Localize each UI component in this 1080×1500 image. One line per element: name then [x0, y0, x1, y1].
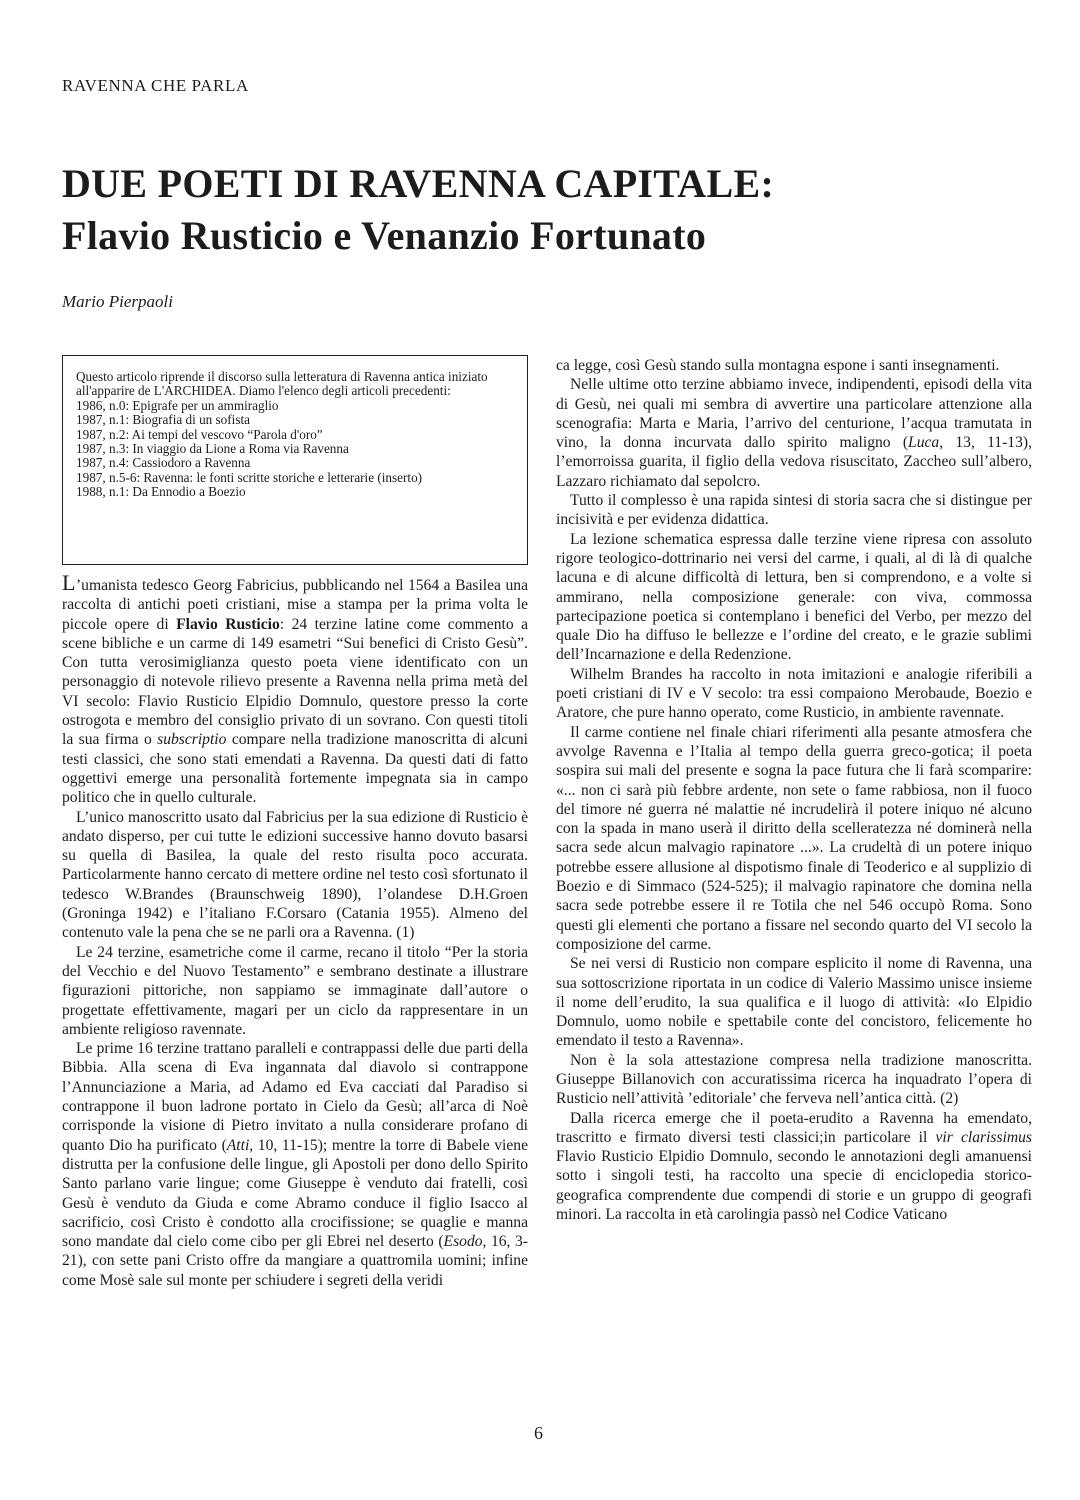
list-item: 1987, n.2: Ai tempi del vescovo “Parola d'oro”	[76, 426, 323, 442]
text-run: Flavio Rusticio Elpidio Domnulo, secondo le annotazioni degli amanuensi sotto i singoli testi, ha raccolto una specie di enciclopedia storico-geografica comprendente due compendi di storie e un gruppo di geografi minori. La raccolta in età carolingia passò nel Codice Vaticano	[556, 1148, 1032, 1224]
drop-cap: L	[62, 570, 76, 595]
text-run: Le prime 16 terzine trattano paralleli e contrappassi delle due parti della Bibbia. Alla scena di Eva ingannata dal diavolo si contrappone l’Annunciazione a Maria, ad Adamo ed Eva cacciati dal Paradiso si contrappone il buon ladrone portato in Cielo da Gesù; all’arca di Noè corrisponde la visione di Pietro invitato a nulla considerare profano di quanto Dio ha purificato (	[62, 1040, 528, 1154]
previous-articles-box	[62, 355, 528, 565]
list-item: 1987, n.5-6: Ravenna: le fonti scritte storiche e letterarie (inserto)	[76, 469, 423, 485]
paragraph: ca legge, così Gesù stando sulla montagna espone i santi insegnamenti.	[556, 357, 1000, 374]
list-item: 1986, n.0: Epigrafe per un ammiraglio	[76, 397, 279, 413]
paragraph: Il carme contiene nel finale chiari riferimenti alla pesante atmosfera che avvolge Ravenna e l’Italia al tempo della guerra greco-gotica; il poeta sospira sui mali del presente e sogna la pace futura che li farà scomparire: «... non ci sarà più febbre ardente, non sete o fame rabbiosa, non il fuoco del timore né guerra né malattie né incrudelirà il potere iniquo né alcuno con la spada in mano userà il diritto della scelleratezza né dominerà nella sacra sede alcun malvagio rapinatore ...». La crudeltà di un potere iniquo potrebbe essere allusione al dispotismo finale di Teoderico e al supplizio di Boezio e di Simmaco (524-525); il malvagio rapinatore che domina nella sacra sede potrebbe essere il re Totila che nel 546 occupò Roma. Sono questi gli elementi che portano a fissare nel secondo quarto del VI secolo la composizione del carme.	[556, 723, 1032, 953]
right-column	[556, 356, 1032, 1224]
text-run: , 16, 3-21), con sette pani Cristo offre da mangiare a quattromila uomini; infine come Mosè sale sul monte per schiudere i segreti della veridi	[62, 1233, 528, 1289]
text-run: compare nella tradizione manoscritta di alcuni testi classici, che sono stati emendati a Ravenna. Da questi dati di fatto oggettivi emerge una personalità fortemente impegnata sia in campo politico che in quello culturale.	[62, 731, 529, 807]
italic-term: vir clarissimus	[935, 1128, 1032, 1146]
paragraph: La lezione schematica espressa dalle terzine viene ripresa con assoluto rigore teologico-dottrinario nei versi del carme, i quali, al di là di qualche lacuna e di alcune difficoltà di lettura, ben si comprendono, e a volte si ammirano, nella composizione generale: con viva, commossa partecipazione poetica si contemplano i benefici del Verbo, per mezzo del quale Dio ha diffuso le bellezze e l’ordine del creato, e le grazie sublimi dell’Incarnazione e della Redenzione.	[556, 530, 1032, 664]
paragraph	[62, 570, 529, 808]
paragraph: Le 24 terzine, esametriche come il carme, recano il titolo “Per la storia del Vecchio e del Nuovo Testamento” e sembrano destinate a illustrare figurazioni pittoriche, non sappiamo se immaginate dall’autore o progettate effettivamente, magari per un ciclo da rappresentare in un ambiente religioso ravennate.	[62, 943, 528, 1038]
list-item: 1988, n.1: Da Ennodio a Boezio	[76, 484, 246, 500]
bold-name: Flavio Rusticio	[176, 615, 280, 633]
paragraph: Tutto il complesso è una rapida sintesi di storia sacra che si distingue per incisività e per evidenza didattica.	[556, 492, 1032, 529]
text-run: , 13, 11-13), l’emorroissa guarita, il figlio della vedova risuscitato, Zaccheo sull’albero, Lazzaro richiamato dal sepolcro.	[556, 434, 1032, 490]
paragraph	[556, 375, 1032, 491]
section-label: RAVENNA CHE PARLA	[62, 76, 249, 95]
text-run: ’umanista tedesco Georg Fabricius, pubblicando nel 1564 a Basilea una raccolta di antichi poeti cristiani, mise a stampa per la prima volta le piccole opere di	[62, 577, 528, 633]
paragraph: Wilhelm Brandes ha raccolto in nota imitazioni e analogie riferibili a poeti cristiani di IV e V secolo: tra essi compaiono Merobaude, Boezio e Aratore, che pure hanno operato, come Rusticio, in ambiente ravennate.	[556, 665, 1032, 722]
article-title	[62, 158, 1042, 262]
paragraph: Se nei versi di Rusticio non compare esplicito il nome di Ravenna, una sua sottoscrizione riportata in un codice di Valerio Massimo unisce insieme il nome dell’erudito, la sua qualifica e il luogo di attività: «Io Elpidio Domnulo, uomo nobile e spettabile conte del concistoro, felicemente ho emendato il testo a Ravenna».	[556, 955, 1032, 1050]
previous-articles-list	[76, 399, 517, 500]
box-intro: Questo articolo riprende il discorso sulla letteratura di Ravenna antica iniziato all'apparire de L'ARCHIDEA. Diamo l'elenco degli articoli precedenti:	[76, 369, 488, 399]
left-column	[62, 570, 529, 1290]
text-run: Nelle ultime otto terzine abbiamo invece, indipendenti, episodi della vita di Gesù, nei quali mi sembra di avvertire una particolare attenzione alla scenografia: Marta e Maria, l’arrivo del centurione, l’acqua tramutata in vino, la donna incurvata dallo spirito maligno (	[556, 376, 1032, 452]
paragraph	[62, 1039, 528, 1290]
text-run: Dalla ricerca emerge che il poeta-erudito a Ravenna ha emendato, trascritto e firmato diversi testi classici;in particolare il	[556, 1109, 1032, 1146]
text-run: : 24 terzine latine come commento a scene bibliche e un carme di 149 esametri “Sui benefici di Cristo Gesù”. Con tutta verosimiglianza questo poeta viene identificato con un personaggio di notevole rilievo presente a Ravenna nella prima metà del VI secolo: Flavio Rusticio Elpidio Domnulo, questore presso la corte ostrogota e membro del consiglio privato di un sovrano. Con questi titoli la sua firma o	[62, 615, 529, 749]
author-name: Mario Pierpaoli	[62, 292, 173, 311]
page-number: 6	[534, 1423, 543, 1443]
text-run: , 10, 11-15); mentre la torre di Babele viene distrutta per la confusione delle lingue, gli Apostoli per dono dello Spirito Santo parlano varie lingue; come Giuseppe è venduto dai fratelli, così Gesù è venduto da Giuda e come Abramo conduce il figlio Isacco al sacrificio, così Cristo è condotto alla crocifissione; se quaglie e manna sono mandate dal cielo come cibo per gli Ebrei nel deserto (	[62, 1136, 528, 1251]
list-item: 1987, n.1: Biografia di un sofista	[76, 412, 250, 428]
paragraph	[556, 1109, 1032, 1225]
paragraph: L’unico manoscritto usato dal Fabricius per la sua edizione di Rusticio è andato disperso, per cui tutte le edizioni successive hanno dovuto basarsi su quella di Basilea, la quale del resto risulta poco accurata. Particolarmente hanno cercato di mettere ordine nel testo così sfortunato il tedesco W.Brandes (Braunschweig 1890), l’olandese D.H.Groen (Groninga 1942) e l’italiano F.Corsaro (Catania 1955). Almeno del contenuto vale la pena che se ne parli ora a Ravenna. (1)	[62, 808, 528, 942]
paragraph: Non è la sola attestazione compresa nella tradizione manoscritta. Giuseppe Billanovich con accuratissima ricerca ha inquadrato l’opera di Rusticio nell’attività ’editoriale’ che ferveva nell’antica città. (2)	[556, 1051, 1032, 1108]
title-line-1: DUE POETI DI RAVENNA CAPITALE:	[62, 161, 775, 206]
list-item: 1987, n.3: In viaggio da Lione a Roma via Ravenna	[76, 441, 349, 457]
italic-term: subscriptio	[157, 731, 227, 749]
italic-citation: Luca	[908, 434, 940, 452]
title-line-2: Flavio Rusticio e Venanzio Fortunato	[62, 213, 707, 258]
italic-citation: Atti	[226, 1136, 250, 1154]
list-item: 1987, n.4: Cassiodoro a Ravenna	[76, 455, 251, 471]
italic-citation: Esodo	[443, 1233, 483, 1251]
